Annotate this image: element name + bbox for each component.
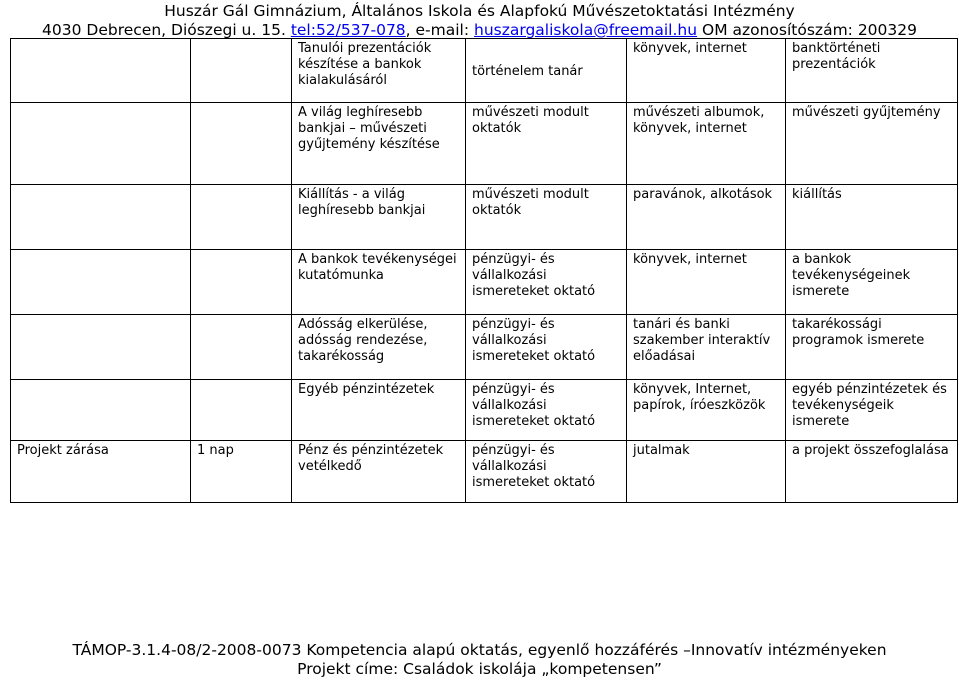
- responsible-cell: pénzügyi- és vállalkozási ismereteket oktató: [466, 250, 627, 315]
- program-code: TÁMOP-3.1.4-08/2-2008-0073 Kompetencia alapú oktatás, egyenlő hozzáférés –Innovatív intézményeken: [72, 641, 887, 659]
- phase-cell: [11, 315, 191, 380]
- project-schedule-table: [10, 38, 958, 503]
- responsible-cell: történelem tanár: [466, 39, 627, 103]
- table-row: [11, 315, 958, 380]
- phase-cell: Projekt zárása: [11, 441, 191, 503]
- duration-cell: [191, 315, 292, 380]
- activity-cell: A világ leghíresebb bankjai – művészeti gyűjtemény készítése: [292, 103, 466, 185]
- responsible-cell: pénzügyi- és vállalkozási ismereteket oktató: [466, 380, 627, 441]
- resources-cell: könyvek, Internet, papírok, íróeszközök: [627, 380, 786, 441]
- outcome-cell: takarékossági programok ismerete: [786, 315, 958, 380]
- table-row: [11, 185, 958, 250]
- project-title: Projekt címe: Családok iskolája „kompetensen”: [297, 660, 662, 678]
- activity-cell: Adósság elkerülése, adósság rendezése, takarékosság: [292, 315, 466, 380]
- outcome-cell: a bankok tevékenységeinek ismerete: [786, 250, 958, 315]
- email-link[interactable]: huszargaliskola@freemail.hu: [474, 21, 698, 39]
- resources-cell: művészeti albumok, könyvek, internet: [627, 103, 786, 185]
- phone-link[interactable]: tel:52/537-078: [290, 21, 406, 39]
- activity-cell: Kiállítás - a világ leghíresebb bankjai: [292, 185, 466, 250]
- resources-cell: jutalmak: [627, 441, 786, 503]
- outcome-cell: a projekt összefoglalása: [786, 441, 958, 503]
- duration-cell: [191, 185, 292, 250]
- resources-cell: könyvek, internet: [627, 39, 786, 103]
- outcome-cell: banktörténeti prezentációk: [786, 39, 958, 103]
- activity-cell: Tanulói prezentációk készítése a bankok kialakulásáról: [292, 39, 466, 103]
- phase-cell: [11, 380, 191, 441]
- responsible-cell: pénzügyi- és vállalkozási ismereteket oktató: [466, 441, 627, 503]
- email-label: , e-mail:: [405, 21, 475, 39]
- phase-cell: [11, 103, 191, 185]
- duration-cell: [191, 103, 292, 185]
- activity-cell: Pénz és pénzintézetek vetélkedő: [292, 441, 466, 503]
- outcome-cell: egyéb pénzintézetek és tevékenységeik ismerete: [786, 380, 958, 441]
- table-row: [11, 250, 958, 315]
- page-header: [0, 2, 959, 40]
- resources-cell: paravánok, alkotások: [627, 185, 786, 250]
- table-row: [11, 441, 958, 503]
- resources-cell: tanári és banki szakember interaktív előadásai: [627, 315, 786, 380]
- duration-cell: [191, 39, 292, 103]
- responsible-cell: művészeti modult oktatók: [466, 103, 627, 185]
- duration-cell: 1 nap: [191, 441, 292, 503]
- responsible-cell: pénzügyi- és vállalkozási ismereteket oktató: [466, 315, 627, 380]
- phase-cell: [11, 250, 191, 315]
- resources-cell: könyvek, internet: [627, 250, 786, 315]
- page-footer: [0, 641, 959, 679]
- table-row: [11, 39, 958, 103]
- om-id: OM azonosítószám: 200329: [697, 21, 917, 39]
- school-name: Huszár Gál Gimnázium, Általános Iskola és Alapfokú Művészetoktatási Intézmény: [164, 2, 795, 20]
- school-address: 4030 Debrecen, Diószegi u. 15.: [42, 21, 291, 39]
- outcome-cell: kiállítás: [786, 185, 958, 250]
- table-row: [11, 103, 958, 185]
- duration-cell: [191, 250, 292, 315]
- responsible-cell: művészeti modult oktatók: [466, 185, 627, 250]
- table-row: [11, 380, 958, 441]
- duration-cell: [191, 380, 292, 441]
- phase-cell: [11, 39, 191, 103]
- phase-cell: [11, 185, 191, 250]
- activity-cell: Egyéb pénzintézetek: [292, 380, 466, 441]
- activity-cell: A bankok tevékenységei kutatómunka: [292, 250, 466, 315]
- outcome-cell: művészeti gyűjtemény: [786, 103, 958, 185]
